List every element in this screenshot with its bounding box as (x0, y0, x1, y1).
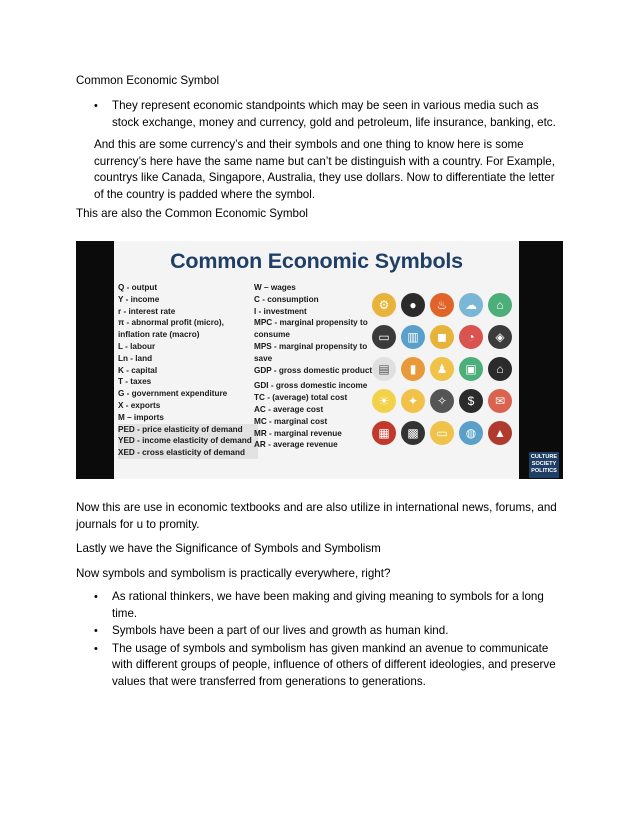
list-item (94, 641, 566, 691)
sun-icon (372, 389, 396, 413)
symbol-item: GDI - gross domestic income (254, 381, 368, 391)
logo-text: SOCIETY (531, 461, 557, 467)
building-icon-glyph: ▥ (407, 330, 419, 344)
symbol-item: XED - cross elasticity of demand (118, 447, 258, 459)
bullet-list-1 (94, 98, 566, 131)
paragraph-textbooks: Now this are use in economic textbooks and are also utilize in international news, forums, and journals for u to promity. (76, 501, 557, 531)
list-item-text: They represent economic standpoints which may be seen in various media such as stock exchange, money and currency, gold and petroleum, life insurance, banking, etc. (112, 99, 556, 129)
spark-icon (430, 389, 454, 413)
monitor-icon-glyph: ▭ (378, 330, 390, 344)
symbol-item: r - interest rate (118, 306, 176, 316)
chart-icon-glyph: ◔ (467, 330, 475, 344)
symbol-item: T - taxes (118, 377, 152, 387)
cloud-icon-glyph: ☁ (465, 298, 477, 312)
factory-icon-glyph: ▩ (407, 426, 419, 440)
globe-icon-glyph: ◍ (465, 426, 477, 440)
screen-icon (430, 421, 454, 445)
sun-icon-glyph: ☀ (378, 394, 390, 408)
symbols-column-1 (118, 282, 258, 459)
map-icon-glyph: ◈ (495, 330, 505, 344)
factory-icon (401, 421, 425, 445)
lightbulb-icon (401, 293, 425, 317)
envelope-icon-glyph: ✉ (494, 394, 506, 408)
slide-left-border (76, 241, 114, 479)
bottle-icon (401, 357, 425, 381)
paragraph-everywhere: Now symbols and symbolism is practically everywhere, right? (76, 567, 391, 580)
house-icon-glyph: ⌂ (496, 362, 504, 376)
globe-icon (459, 421, 483, 445)
people-icon-glyph: ♟ (436, 362, 448, 376)
bag-icon (430, 325, 454, 349)
warning-icon-glyph: ▲ (494, 426, 506, 440)
symbol-item: π - abnormal profit (micro), (118, 318, 224, 328)
screen-icon-glyph: ▭ (436, 426, 448, 440)
logo-text: CULTURE (530, 454, 558, 460)
idea-icon (401, 389, 425, 413)
list-item-text: Symbols have been a part of our lives and growth as human kind. (112, 624, 449, 637)
list-item-text: As rational thinkers, we have been making and giving meaning to symbols for a long time. (112, 590, 544, 620)
symbol-item: MPC - marginal propensity to (254, 318, 368, 328)
symbol-item: G - government expenditure (118, 389, 228, 399)
list-item (94, 589, 566, 622)
house-icon (488, 293, 512, 317)
flame-icon-glyph: ♨ (436, 298, 448, 312)
box-icon-glyph: ▣ (465, 362, 477, 376)
bullet-icon: • (94, 642, 98, 655)
warning-icon (488, 421, 512, 445)
symbol-item: MR - marginal revenue (254, 428, 342, 438)
document-icon-glyph: ▤ (378, 362, 390, 376)
symbol-item: W – wages (254, 283, 296, 292)
symbol-item: C - consumption (254, 294, 319, 304)
people-icon (430, 357, 454, 381)
paragraph-also-common: This are also the Common Economic Symbol (76, 207, 308, 220)
symbol-item: L - labour (118, 341, 156, 351)
list-item (94, 98, 566, 131)
symbol-item: consume (254, 330, 290, 340)
slide-title: Common Economic Symbols (170, 249, 463, 273)
gear-icon-glyph: ⚙ (378, 298, 390, 312)
spark-icon-glyph: ✧ (436, 394, 448, 408)
gear-icon (372, 293, 396, 317)
paragraph-significance: Lastly we have the Significance of Symbols and Symbolism (76, 542, 381, 555)
section-heading: Common Economic Symbol (76, 74, 220, 87)
bullet-list-2 (94, 589, 566, 690)
cloud-icon (459, 293, 483, 317)
bullet-icon: • (94, 100, 98, 112)
symbol-item: I - investment (254, 306, 307, 316)
monitor-icon (372, 325, 396, 349)
document-icon (372, 357, 396, 381)
symbol-item: MPS - marginal propensity to (254, 341, 368, 351)
money-icon-glyph: $ (467, 394, 475, 408)
idea-icon-glyph: ✦ (407, 394, 419, 408)
symbol-item: MC - marginal cost (254, 416, 328, 426)
envelope-icon (488, 389, 512, 413)
bottle-icon-glyph: ▮ (409, 362, 417, 376)
slide-content (114, 241, 519, 479)
house-icon (488, 357, 512, 381)
symbol-item: M – imports (118, 412, 164, 422)
box-icon (459, 357, 483, 381)
building-icon (401, 325, 425, 349)
culture-society-politics-logo (529, 452, 559, 478)
flame-icon (430, 293, 454, 317)
symbol-item: X - exports (118, 400, 161, 410)
symbol-item: Y - income (118, 294, 160, 304)
symbol-item: GDP - gross domestic product (254, 365, 373, 375)
symbol-item: AR - average revenue (254, 440, 338, 450)
symbol-item: save (254, 353, 273, 363)
symbol-item: PED - price elasticity of demand (118, 424, 258, 436)
symbol-item: Ln - land (118, 353, 153, 363)
cart-icon (372, 421, 396, 445)
logo-text: POLITICS (531, 468, 557, 474)
symbol-item: AC - average cost (254, 404, 324, 414)
symbol-item: YED - income elasticity of demand (118, 435, 258, 447)
symbol-item: inflation rate (macro) (118, 330, 200, 340)
economic-symbols-slide-image (76, 241, 563, 479)
bullet-icon: • (94, 591, 98, 603)
lightbulb-icon-glyph: ● (409, 298, 417, 312)
house-icon-glyph: ⌂ (496, 298, 504, 312)
list-item (94, 623, 566, 640)
slide-right-border (519, 241, 563, 479)
cart-icon-glyph: ▦ (378, 426, 390, 440)
money-icon (459, 389, 483, 413)
symbols-column-2 (254, 282, 374, 451)
map-icon (488, 325, 512, 349)
symbol-item: K - capital (118, 365, 158, 375)
symbol-item: TC - (average) total cost (254, 393, 348, 403)
chart-icon (459, 325, 483, 349)
bag-icon-glyph: ◼ (437, 330, 447, 344)
symbol-item: Q - output (118, 283, 158, 292)
bullet-icon: • (94, 625, 98, 637)
list-item-text: The usage of symbols and symbolism has given mankind an avenue to communicate with different groups of people, influence of others of different ideologies, and preserve values that were transferred from generations to generations. (112, 641, 556, 688)
paragraph-currency: And this are some currency’s and their symbols and one thing to know here is some currency’s here have the same name but can’t be distinguish with a country. For Example, countrys like Canada, Singapore, Australia, they use dollars. Now to differentiate the letter of the country is padded where the symbol. (94, 138, 555, 201)
